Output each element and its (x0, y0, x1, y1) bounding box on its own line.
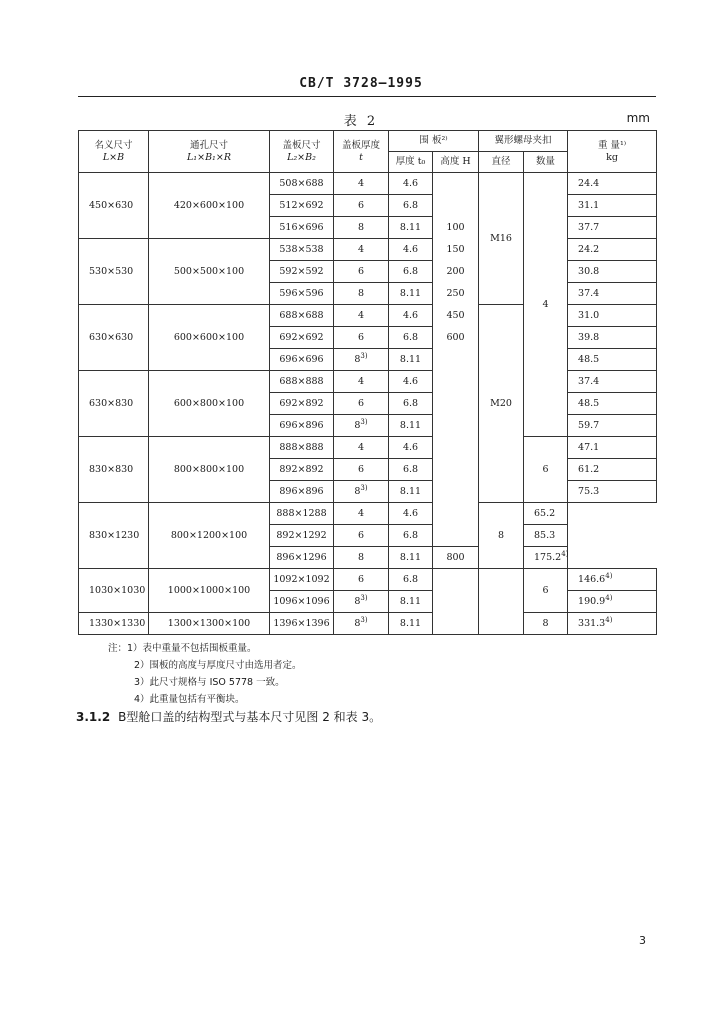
weight: 85.3 (524, 525, 568, 547)
coaming-thickness: 4.6 (389, 173, 433, 195)
cover-size: 538×538 (270, 239, 334, 261)
cover-size: 688×688 (270, 305, 334, 327)
coaming-height: 600 (433, 327, 479, 349)
note-4: 4）此重量包括有平衡块。 (134, 694, 245, 705)
coaming-thickness: 4.6 (389, 503, 433, 525)
nominal-size: 450×630 (79, 173, 149, 239)
col-weight: 重 量¹⁾ kg (568, 131, 657, 173)
cover-thickness: 4 (334, 305, 389, 327)
weight: 175.2$^{4)}$ (524, 547, 568, 569)
cover-size: 888×1288 (270, 503, 334, 525)
coaming-height-empty (433, 349, 479, 547)
col-nut: 翼形螺母夹扣 (479, 131, 568, 152)
cover-size: 888×888 (270, 437, 334, 459)
cover-thickness: 8$^{3)}$ (334, 613, 389, 635)
coaming-height: 800 (433, 547, 479, 569)
table-row (79, 305, 657, 327)
coaming-thickness: 6.8 (389, 195, 433, 217)
weight: 146.6$^{4)}$ (568, 569, 657, 591)
cover-size: 508×688 (270, 173, 334, 195)
cover-size: 592×592 (270, 261, 334, 283)
table-row (79, 371, 657, 393)
cover-thickness: 8 (334, 217, 389, 239)
opening-size: 800×1200×100 (149, 503, 270, 569)
col-nominal: 名义尺寸 L×B (79, 131, 149, 173)
nut-diameter-empty (479, 569, 524, 635)
coaming-thickness: 4.6 (389, 371, 433, 393)
cover-thickness: 6 (334, 195, 389, 217)
opening-size: 1000×1000×100 (149, 569, 270, 613)
cover-thickness: 8$^{3)}$ (334, 591, 389, 613)
coaming-thickness: 8.11 (389, 613, 433, 635)
weight: 59.7 (568, 415, 657, 437)
coaming-height: 250 (433, 283, 479, 305)
section-body: B型舱口盖的结构型式与基本尺寸见图 2 和表 3。 (118, 710, 382, 724)
col-opening: 通孔尺寸 L₁×B₁×R (149, 131, 270, 173)
cover-size: 696×896 (270, 415, 334, 437)
coaming-thickness: 6.8 (389, 525, 433, 547)
cover-thickness: 8$^{3)}$ (334, 481, 389, 503)
cover-size: 896×1296 (270, 547, 334, 569)
cover-size: 892×1292 (270, 525, 334, 547)
nut-quantity: 8 (479, 503, 524, 569)
coaming-height-empty (433, 173, 479, 217)
weight: 24.2 (568, 239, 657, 261)
cover-size: 688×888 (270, 371, 334, 393)
coaming-thickness: 6.8 (389, 393, 433, 415)
weight: 37.4 (568, 371, 657, 393)
nut-quantity: 6 (524, 437, 568, 503)
cover-thickness: 6 (334, 261, 389, 283)
nominal-size: 830×830 (79, 437, 149, 503)
nominal-size: 630×630 (79, 305, 149, 371)
cover-thickness: 8 (334, 547, 389, 569)
nut-quantity: 8 (524, 613, 568, 635)
coaming-thickness: 8.11 (389, 547, 433, 569)
coaming-thickness: 8.11 (389, 591, 433, 613)
nut-diameter: M16 (479, 173, 524, 305)
opening-size: 600×600×100 (149, 305, 270, 371)
nominal-size: 1330×1330 (79, 613, 149, 635)
cover-size: 692×692 (270, 327, 334, 349)
nominal-size: 830×1230 (79, 503, 149, 569)
nut-diameter: M20 (479, 305, 524, 503)
table-title: 表 2 (343, 114, 379, 129)
cover-thickness: 4 (334, 239, 389, 261)
col-nut-diameter: 直径 (479, 152, 524, 173)
table-row (79, 173, 657, 195)
coaming-thickness: 4.6 (389, 305, 433, 327)
cover-thickness: 4 (334, 173, 389, 195)
col-coaming: 围 板²⁾ (389, 131, 479, 152)
weight: 48.5 (568, 349, 657, 371)
weight: 331.3$^{4)}$ (568, 613, 657, 635)
weight: 61.2 (568, 459, 657, 481)
page-number: 3 (639, 934, 646, 947)
standard-code: CB/T 3728—1995 (299, 76, 423, 91)
cover-size: 692×892 (270, 393, 334, 415)
table-row (79, 503, 657, 525)
col-thickness: 盖板厚度 t (334, 131, 389, 173)
coaming-thickness: 8.11 (389, 481, 433, 503)
nominal-size: 1030×1030 (79, 569, 149, 613)
note-3: 3）此尺寸规格与 ISO 5778 一致。 (134, 677, 285, 688)
weight: 75.3 (568, 481, 657, 503)
weight: 31.0 (568, 305, 657, 327)
section-paragraph (76, 708, 381, 725)
opening-size: 500×500×100 (149, 239, 270, 305)
table-row (79, 569, 657, 591)
coaming-thickness: 4.6 (389, 239, 433, 261)
table-row (79, 613, 657, 635)
coaming-height: 150 (433, 239, 479, 261)
weight: 65.2 (524, 503, 568, 525)
col-nut-quantity: 数量 (524, 152, 568, 173)
opening-size: 800×800×100 (149, 437, 270, 503)
cover-thickness: 6 (334, 459, 389, 481)
note-1: 注：1）表中重量不包括围板重量。 (108, 643, 257, 654)
table-row (79, 437, 657, 459)
weight: 47.1 (568, 437, 657, 459)
nominal-size: 630×830 (79, 371, 149, 437)
coaming-height-empty (433, 569, 479, 635)
coaming-thickness: 6.8 (389, 459, 433, 481)
coaming-height: 100 (433, 217, 479, 239)
coaming-thickness: 8.11 (389, 283, 433, 305)
nut-quantity: 6 (524, 569, 568, 613)
cover-thickness: 6 (334, 393, 389, 415)
cover-thickness: 4 (334, 371, 389, 393)
cover-size: 696×696 (270, 349, 334, 371)
weight: 31.1 (568, 195, 657, 217)
cover-thickness: 6 (334, 569, 389, 591)
coaming-thickness: 6.8 (389, 569, 433, 591)
cover-size: 1396×1396 (270, 613, 334, 635)
weight: 48.5 (568, 393, 657, 415)
opening-size: 420×600×100 (149, 173, 270, 239)
cover-size: 596×596 (270, 283, 334, 305)
cover-thickness: 8 (334, 283, 389, 305)
cover-size: 512×692 (270, 195, 334, 217)
cover-thickness: 6 (334, 327, 389, 349)
col-cover: 盖板尺寸 L₂×B₂ (270, 131, 334, 173)
dimension-table (78, 130, 657, 635)
table-unit: mm (626, 111, 650, 125)
table-notes (108, 640, 302, 708)
weight: 39.8 (568, 327, 657, 349)
coaming-thickness: 4.6 (389, 437, 433, 459)
coaming-height: 450 (433, 305, 479, 327)
cover-size: 896×896 (270, 481, 334, 503)
cover-thickness: 8$^{3)}$ (334, 415, 389, 437)
cover-thickness: 8$^{3)}$ (334, 349, 389, 371)
nominal-size: 530×530 (79, 239, 149, 305)
coaming-thickness: 8.11 (389, 349, 433, 371)
coaming-height: 200 (433, 261, 479, 283)
coaming-thickness: 8.11 (389, 217, 433, 239)
coaming-thickness: 6.8 (389, 261, 433, 283)
cover-size: 892×892 (270, 459, 334, 481)
cover-size: 1096×1096 (270, 591, 334, 613)
weight: 24.4 (568, 173, 657, 195)
cover-thickness: 4 (334, 437, 389, 459)
weight: 190.9$^{4)}$ (568, 591, 657, 613)
cover-size: 1092×1092 (270, 569, 334, 591)
note-2: 2）围板的高度与厚度尺寸由选用者定。 (134, 660, 302, 671)
weight: 37.7 (568, 217, 657, 239)
header-rule (78, 96, 656, 97)
table-row (79, 239, 657, 261)
col-coaming-height: 高度 H (433, 152, 479, 173)
opening-size: 600×800×100 (149, 371, 270, 437)
coaming-thickness: 6.8 (389, 327, 433, 349)
cover-thickness: 6 (334, 525, 389, 547)
col-coaming-thickness: 厚度 t₀ (389, 152, 433, 173)
cover-thickness: 4 (334, 503, 389, 525)
weight: 37.4 (568, 283, 657, 305)
weight: 30.8 (568, 261, 657, 283)
cover-size: 516×696 (270, 217, 334, 239)
opening-size: 1300×1300×100 (149, 613, 270, 635)
nut-quantity: 4 (524, 173, 568, 437)
section-number: 3.1.2 (76, 710, 111, 724)
coaming-thickness: 8.11 (389, 415, 433, 437)
